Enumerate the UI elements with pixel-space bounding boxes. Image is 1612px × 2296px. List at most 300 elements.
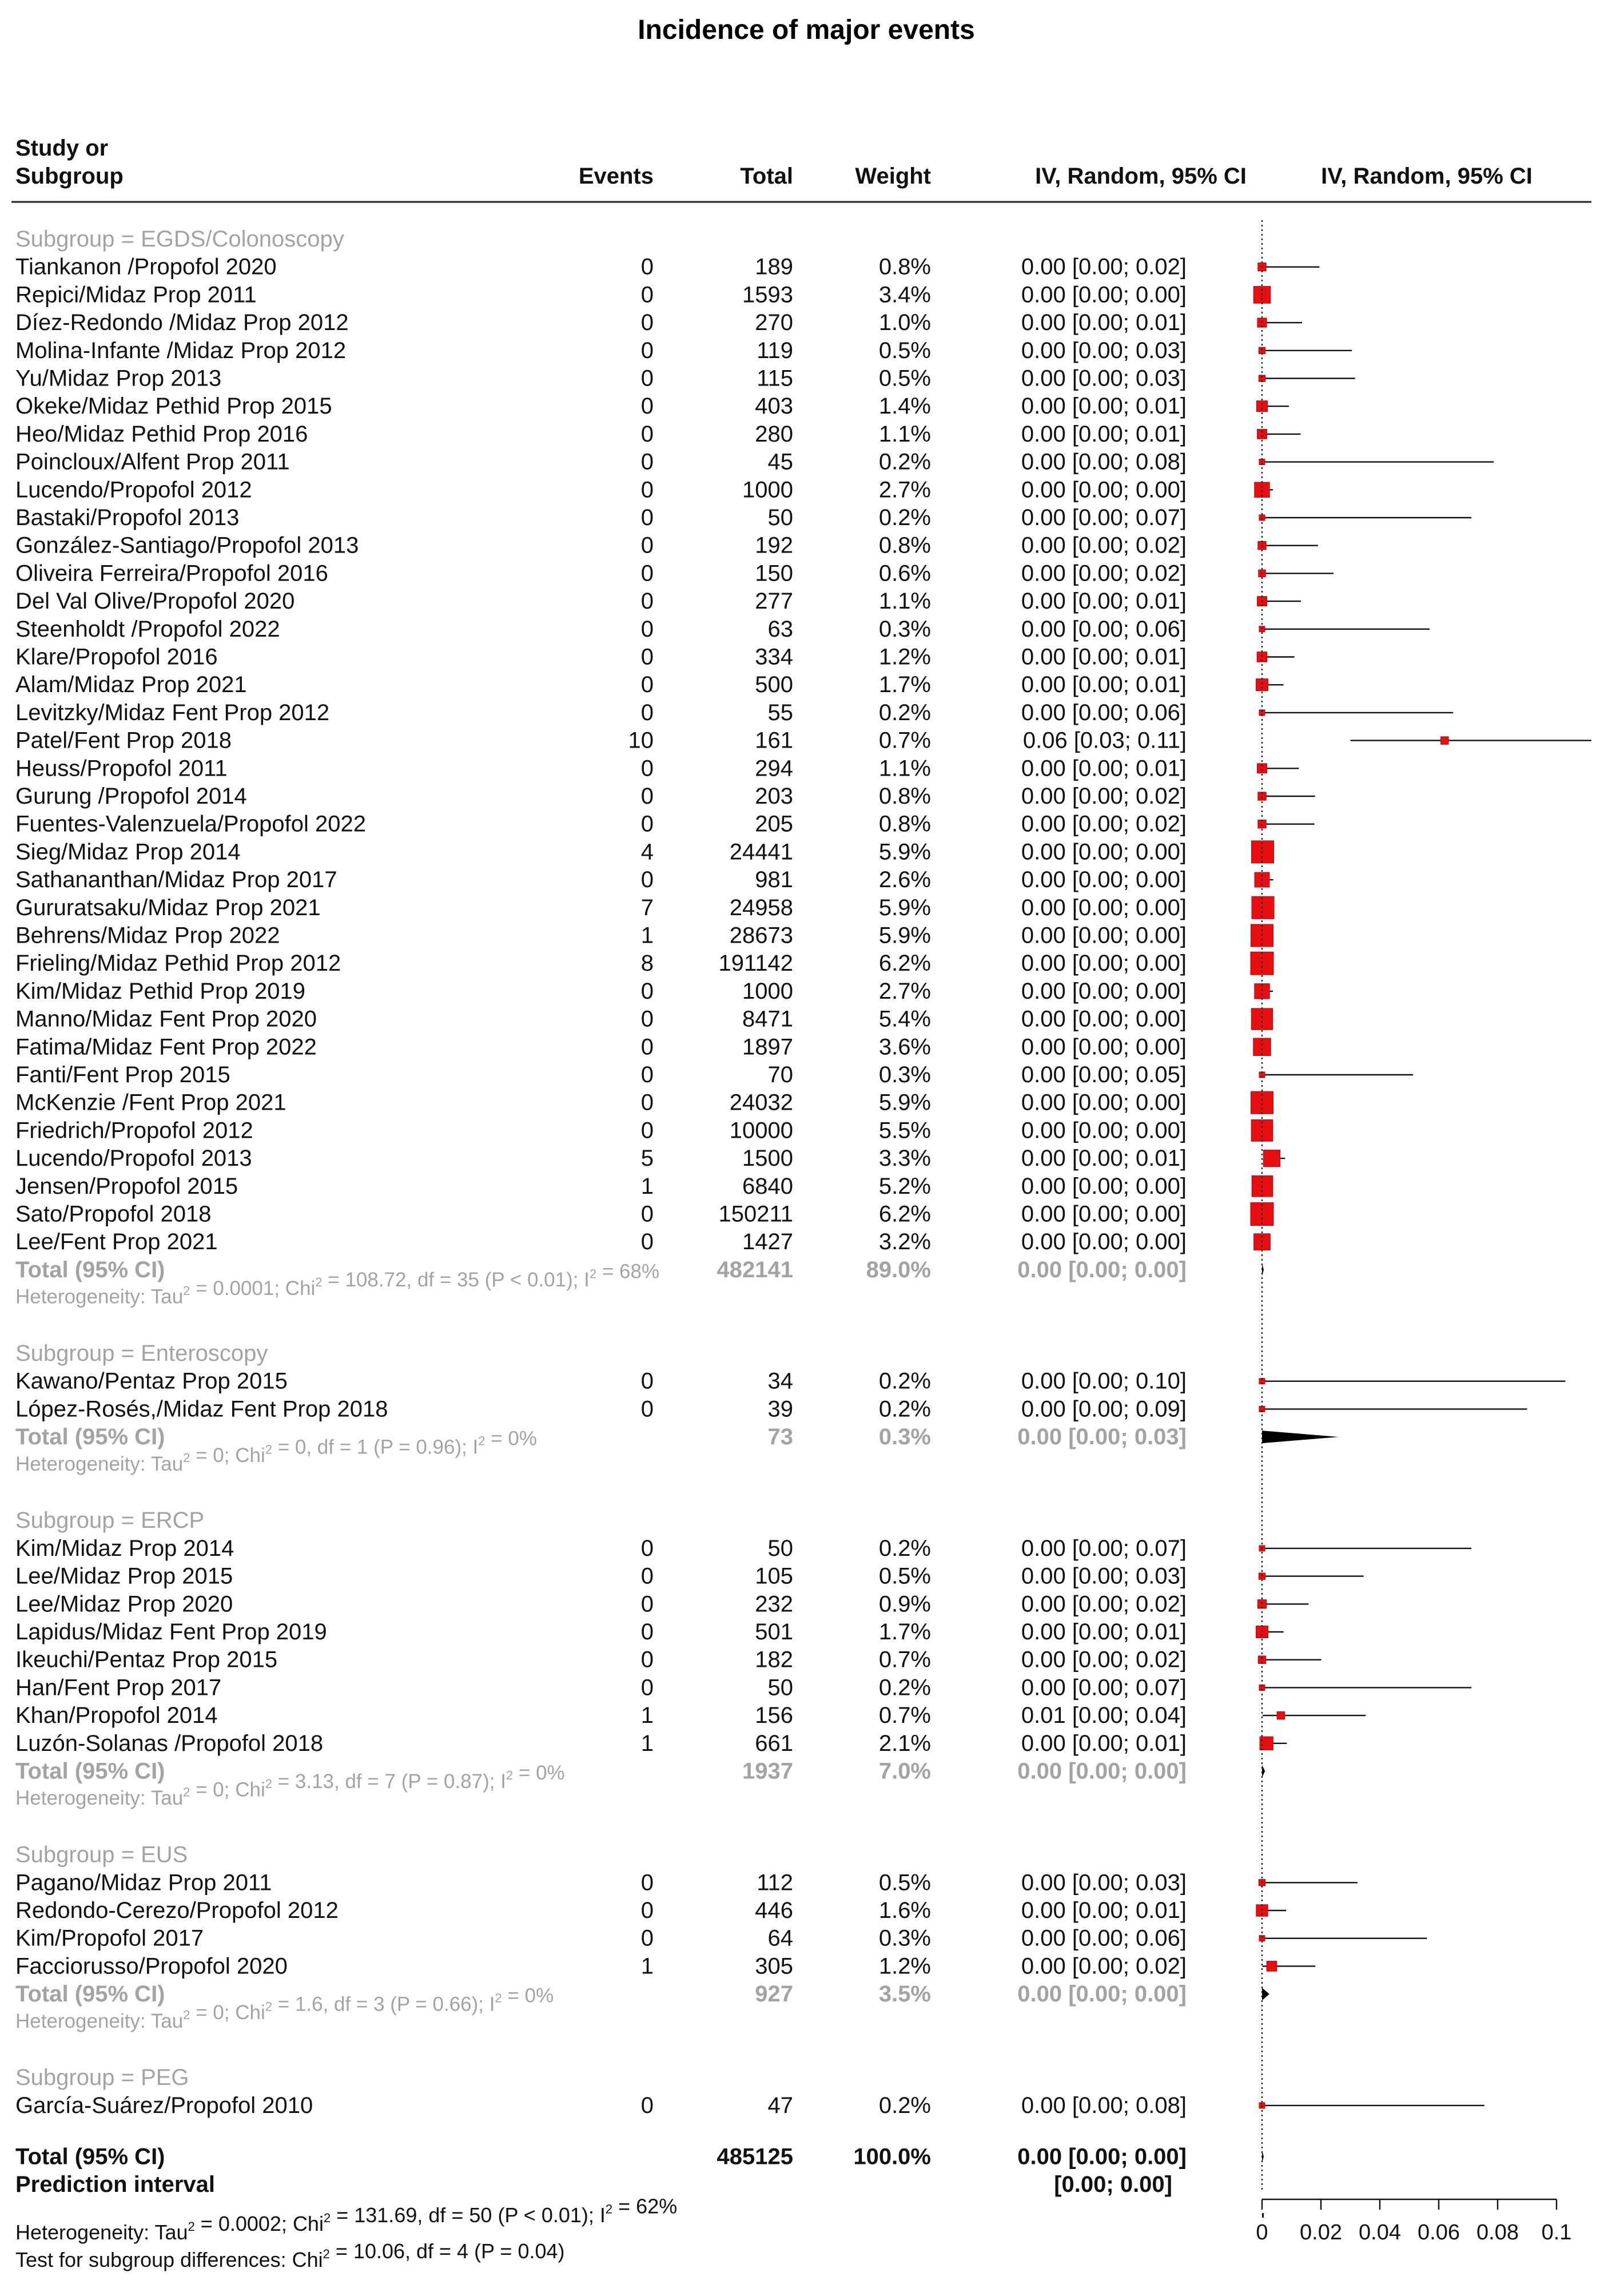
subgroup-heterogeneity: Heterogeneity: Tau$^2$ = 0.0001; Chi$^2$ = 108.72, df = 35 (P < 0.01); $I^2 = 68\%$ <box>15 1260 660 1308</box>
study-weight: 0.5% <box>878 1563 931 1589</box>
subgroup-diamond <box>1262 1431 1339 1443</box>
study-total: 112 <box>757 1870 793 1896</box>
study-weight: 2.7% <box>878 477 931 503</box>
study-weight: 2.7% <box>878 978 931 1004</box>
header-total: Total <box>740 164 793 189</box>
study-ci: 0.00 [0.00; 0.01] <box>1021 672 1187 698</box>
study-weight-box <box>1441 737 1448 744</box>
overall-total-label: Total (95% CI) <box>15 2144 165 2170</box>
prediction-ci: [0.00; 0.00] <box>1054 2172 1172 2197</box>
study-ci: 0.00 [0.00; 0.00] <box>1021 477 1187 503</box>
study-name: Okeke/Midaz Pethid Prop 2015 <box>15 394 332 419</box>
x-axis-tick-label: 0.1 <box>1541 2220 1572 2245</box>
subgroup-total-label: Total (95% CI) <box>15 1424 165 1450</box>
study-name: Levitzky/Midaz Fent Prop 2012 <box>15 700 330 725</box>
study-name: Díez-Redondo /Midaz Prop 2012 <box>15 310 349 336</box>
study-name: Steenholdt /Propofol 2022 <box>15 616 280 642</box>
study-name: Manno/Midaz Fent Prop 2020 <box>15 1006 317 1032</box>
study-events: 0 <box>640 700 654 725</box>
study-total: 34 <box>767 1368 793 1394</box>
prediction-bar <box>1262 2213 1264 2218</box>
study-ci: 0.00 [0.00; 0.01] <box>1021 756 1187 781</box>
study-weight: 5.9% <box>878 1090 931 1115</box>
study-ci: 0.00 [0.00; 0.01] <box>1021 421 1187 447</box>
study-ci: 0.00 [0.00; 0.01] <box>1021 310 1187 336</box>
study-ci: 0.00 [0.00; 0.02] <box>1021 1953 1187 1979</box>
prediction-label: Prediction interval <box>15 2172 215 2197</box>
study-events: 0 <box>640 310 654 336</box>
study-name: Lee/Fent Prop 2021 <box>15 1229 218 1255</box>
study-events: 0 <box>640 978 654 1004</box>
study-events: 0 <box>640 421 654 447</box>
study-ci: 0.00 [0.00; 0.00] <box>1021 1006 1187 1032</box>
header-plot: IV, Random, 95% CI <box>1321 164 1533 189</box>
study-ci: 0.00 [0.00; 0.01] <box>1021 1146 1187 1171</box>
study-name: Heuss/Propofol 2011 <box>15 756 228 781</box>
overall-total-n: 485125 <box>717 2144 793 2170</box>
study-weight: 0.8% <box>878 784 931 809</box>
study-total: 55 <box>767 700 793 725</box>
study-total: 50 <box>767 1535 793 1561</box>
study-name: Jensen/Propofol 2015 <box>15 1173 238 1199</box>
study-events: 0 <box>640 756 654 781</box>
study-total: 150 <box>755 561 793 586</box>
study-name: Lee/Midaz Prop 2015 <box>15 1563 233 1589</box>
study-weight: 1.2% <box>878 1953 931 1979</box>
study-ci: 0.00 [0.00; 0.06] <box>1021 700 1187 725</box>
study-ci: 0.00 [0.00; 0.02] <box>1021 784 1187 809</box>
study-weight: 0.2% <box>878 1368 931 1394</box>
study-total: 156 <box>755 1703 793 1729</box>
study-events: 0 <box>640 867 654 893</box>
study-weight: 0.7% <box>878 1647 931 1673</box>
header-ci-text: IV, Random, 95% CI <box>1035 164 1247 189</box>
study-weight: 1.2% <box>878 644 931 670</box>
study-events: 0 <box>640 1870 654 1896</box>
study-name: Gururatsaku/Midaz Prop 2021 <box>15 895 321 920</box>
study-total: 205 <box>755 811 793 837</box>
study-name: Alam/Midaz Prop 2021 <box>15 672 247 698</box>
study-events: 0 <box>640 2092 654 2118</box>
study-ci: 0.00 [0.00; 0.00] <box>1021 895 1187 920</box>
study-weight: 0.8% <box>878 533 931 558</box>
subgroup-total-label: Total (95% CI) <box>15 1257 165 1282</box>
study-ci: 0.00 [0.00; 0.00] <box>1021 839 1187 865</box>
study-weight: 0.3% <box>878 616 931 642</box>
study-total: 50 <box>767 1675 793 1701</box>
study-ci: 0.00 [0.00; 0.08] <box>1021 449 1187 475</box>
subgroup-heterogeneity: Heterogeneity: Tau$^2$ = 0; Chi$^2$ = 3.13, df = 7 (P = 0.87); $I^2 = 0\%$ <box>15 1762 565 1810</box>
study-events: 10 <box>628 728 654 753</box>
study-total: 119 <box>757 337 793 363</box>
study-total: 70 <box>767 1062 793 1087</box>
study-ci: 0.00 [0.00; 0.05] <box>1021 1062 1187 1087</box>
study-ci: 0.00 [0.00; 0.01] <box>1021 1898 1187 1923</box>
subgroup-heterogeneity: Heterogeneity: Tau$^2$ = 0; Chi$^2$ = 1.6, df = 3 (P = 0.66); $I^2 = 0\%$ <box>15 1984 554 2032</box>
study-total: 1000 <box>742 477 793 503</box>
study-ci: 0.00 [0.00; 0.00] <box>1021 1118 1187 1143</box>
study-weight-box <box>1252 896 1274 919</box>
study-weight-box <box>1259 347 1265 353</box>
study-name: McKenzie /Fent Prop 2021 <box>15 1090 286 1115</box>
study-weight: 0.5% <box>878 366 931 391</box>
study-events: 0 <box>640 1368 654 1394</box>
study-ci: 0.00 [0.00; 0.00] <box>1021 1034 1187 1060</box>
study-weight: 3.3% <box>878 1146 931 1171</box>
study-name: Fatima/Midaz Fent Prop 2022 <box>15 1034 317 1060</box>
study-weight: 1.1% <box>878 421 931 447</box>
study-weight: 1.1% <box>878 756 931 781</box>
chart-title: Incidence of major events <box>638 15 975 45</box>
study-events: 7 <box>640 895 654 920</box>
study-name: Lucendo/Propofol 2012 <box>15 477 252 503</box>
study-events: 0 <box>640 1675 654 1701</box>
study-weight: 0.3% <box>878 1925 931 1951</box>
study-weight: 3.6% <box>878 1034 931 1060</box>
subgroup-total-n: 1937 <box>742 1758 793 1784</box>
study-weight: 3.4% <box>878 282 931 308</box>
study-events: 0 <box>640 1229 654 1255</box>
study-weight: 5.9% <box>878 839 931 865</box>
study-weight: 0.2% <box>878 700 931 725</box>
study-total: 1427 <box>742 1229 793 1255</box>
study-events: 0 <box>640 477 654 503</box>
x-axis-tick-label: 0 <box>1256 2220 1268 2245</box>
study-total: 191142 <box>718 951 793 976</box>
subgroup-total-label: Total (95% CI) <box>15 1758 165 1784</box>
study-total: 305 <box>755 1953 793 1979</box>
study-name: González-Santiago/Propofol 2013 <box>15 533 359 558</box>
study-total: 24958 <box>729 895 793 920</box>
study-total: 47 <box>767 2092 793 2118</box>
study-total: 232 <box>755 1591 793 1617</box>
study-total: 105 <box>755 1563 793 1589</box>
study-ci: 0.00 [0.00; 0.03] <box>1021 366 1187 391</box>
study-weight: 5.2% <box>878 1173 931 1199</box>
study-events: 0 <box>640 561 654 586</box>
study-name: Kim/Midaz Pethid Prop 2019 <box>15 978 305 1004</box>
study-total: 39 <box>767 1396 793 1422</box>
study-weight: 0.9% <box>878 1591 931 1617</box>
study-ci: 0.00 [0.00; 0.00] <box>1021 923 1187 948</box>
study-events: 0 <box>640 1396 654 1422</box>
study-events: 8 <box>640 951 654 976</box>
study-total: 64 <box>767 1925 793 1951</box>
study-events: 0 <box>640 1535 654 1561</box>
study-ci: 0.00 [0.00; 0.01] <box>1021 644 1187 670</box>
subgroup-total-weight: 7.0% <box>878 1758 931 1784</box>
study-total: 294 <box>755 756 793 781</box>
study-total: 981 <box>755 867 793 893</box>
study-weight: 6.2% <box>878 1201 931 1227</box>
study-name: López-Rosés,/Midaz Fent Prop 2018 <box>15 1396 388 1422</box>
study-events: 1 <box>640 1173 654 1199</box>
study-total: 115 <box>757 366 793 391</box>
subgroup-heterogeneity: Heterogeneity: Tau$^2$ = 0; Chi$^2$ = 0, df = 1 (P = 0.96); $I^2 = 0\%$ <box>15 1427 538 1475</box>
study-name: Fuentes-Valenzuela/Propofol 2022 <box>15 811 367 837</box>
study-weight: 1.7% <box>878 1619 931 1644</box>
study-total: 161 <box>755 728 793 753</box>
study-ci: 0.00 [0.00; 0.03] <box>1021 1563 1187 1589</box>
x-axis-tick-label: 0.04 <box>1359 2220 1401 2245</box>
header-events: Events <box>578 164 654 189</box>
study-weight-box <box>1256 1626 1268 1638</box>
study-name: Oliveira Ferreira/Propofol 2016 <box>15 561 328 586</box>
study-ci: 0.00 [0.00; 0.02] <box>1021 561 1187 586</box>
study-total: 280 <box>755 421 793 447</box>
subgroup-label: Subgroup = EGDS/Colonoscopy <box>15 227 344 252</box>
study-ci: 0.00 [0.00; 0.07] <box>1021 1535 1187 1561</box>
study-weight: 0.2% <box>878 505 931 530</box>
study-name: Repici/Midaz Prop 2011 <box>15 282 257 308</box>
study-total: 28673 <box>729 923 793 948</box>
study-name: Ikeuchi/Pentaz Prop 2015 <box>15 1647 278 1673</box>
study-total: 24032 <box>729 1090 793 1115</box>
study-events: 0 <box>640 1647 654 1673</box>
study-ci: 0.00 [0.00; 0.06] <box>1021 616 1187 642</box>
study-ci: 0.00 [0.00; 0.02] <box>1021 1647 1187 1673</box>
study-ci: 0.00 [0.00; 0.02] <box>1021 533 1187 558</box>
study-name: Poincloux/Alfent Prop 2011 <box>15 449 290 475</box>
study-weight: 0.2% <box>878 1675 931 1701</box>
study-name: Friedrich/Propofol 2012 <box>15 1118 253 1143</box>
study-weight: 5.9% <box>878 895 931 920</box>
study-ci: 0.06 [0.03; 0.11] <box>1022 728 1187 753</box>
footnote-heterogeneity: Heterogeneity: Tau$^2$ = 0.0002; Chi$^2$ = 131.69, df = 50 (P < 0.01); $I^2 = 62\%$ <box>15 2194 678 2244</box>
study-total: 1897 <box>742 1034 793 1060</box>
study-name: Han/Fent Prop 2017 <box>15 1675 222 1701</box>
study-name: Sato/Propofol 2018 <box>15 1201 212 1227</box>
study-weight: 2.1% <box>878 1730 931 1756</box>
study-weight: 0.6% <box>878 561 931 586</box>
study-weight: 1.0% <box>878 310 931 336</box>
study-ci: 0.00 [0.00; 0.08] <box>1021 2092 1187 2118</box>
study-ci: 0.00 [0.00; 0.03] <box>1021 1870 1187 1896</box>
study-total: 150211 <box>718 1201 793 1227</box>
study-weight: 0.7% <box>878 728 931 753</box>
overall-total-ci: 0.00 [0.00; 0.00] <box>1017 2144 1187 2170</box>
study-name: García-Suárez/Propofol 2010 <box>15 2092 313 2118</box>
study-events: 0 <box>640 1925 654 1951</box>
subgroup-total-ci: 0.00 [0.00; 0.00] <box>1017 1257 1187 1282</box>
study-total: 45 <box>767 449 793 475</box>
study-ci: 0.00 [0.00; 0.01] <box>1021 1730 1187 1756</box>
study-ci: 0.00 [0.00; 0.00] <box>1021 282 1187 308</box>
subgroup-total-weight: 0.3% <box>878 1424 931 1450</box>
study-name: Fanti/Fent Prop 2015 <box>15 1062 230 1087</box>
study-ci: 0.00 [0.00; 0.02] <box>1021 811 1187 837</box>
study-name: Sieg/Midaz Prop 2014 <box>15 839 241 865</box>
study-weight: 5.5% <box>878 1118 931 1143</box>
study-ci: 0.01 [0.00; 0.04] <box>1021 1703 1187 1729</box>
study-total: 277 <box>755 589 793 614</box>
study-events: 0 <box>640 505 654 530</box>
study-weight-box <box>1277 1711 1284 1719</box>
study-events: 0 <box>640 449 654 475</box>
study-weight-box <box>1267 1961 1277 1972</box>
study-ci: 0.00 [0.00; 0.00] <box>1021 951 1187 976</box>
study-weight: 1.7% <box>878 672 931 698</box>
study-name: Kawano/Pentaz Prop 2015 <box>15 1368 288 1394</box>
study-name: Patel/Fent Prop 2018 <box>15 728 232 753</box>
study-weight: 0.2% <box>878 1396 931 1422</box>
x-axis-tick-label: 0.08 <box>1476 2220 1519 2245</box>
study-name: Del Val Olive/Propofol 2020 <box>15 589 295 614</box>
study-weight: 0.3% <box>878 1062 931 1087</box>
study-total: 501 <box>755 1619 793 1644</box>
study-name: Molina-Infante /Midaz Prop 2012 <box>15 337 347 363</box>
study-total: 10000 <box>729 1118 793 1143</box>
study-weight: 6.2% <box>878 951 931 976</box>
study-name: Luzón-Solanas /Propofol 2018 <box>15 1730 324 1756</box>
study-ci: 0.00 [0.00; 0.01] <box>1021 394 1187 419</box>
study-ci: 0.00 [0.00; 0.09] <box>1021 1396 1187 1422</box>
x-axis-tick-label: 0.02 <box>1300 2220 1342 2245</box>
study-name: Facciorusso/Propofol 2020 <box>15 1953 288 1979</box>
subgroup-label: Subgroup = PEG <box>15 2065 189 2091</box>
study-weight: 0.2% <box>878 449 931 475</box>
study-name: Lucendo/Propofol 2013 <box>15 1146 252 1171</box>
study-name: Lapidus/Midaz Fent Prop 2019 <box>15 1619 327 1644</box>
subgroup-label: Subgroup = EUS <box>15 1842 188 1868</box>
study-events: 0 <box>640 394 654 419</box>
study-weight-box <box>1260 1737 1273 1750</box>
study-total: 189 <box>755 254 793 280</box>
study-name: Gurung /Propofol 2014 <box>15 784 247 809</box>
x-axis-tick-label: 0.06 <box>1418 2220 1460 2245</box>
study-name: Kim/Midaz Prop 2014 <box>15 1535 234 1561</box>
study-weight: 0.7% <box>878 1703 931 1729</box>
study-ci: 0.00 [0.00; 0.00] <box>1021 867 1187 893</box>
study-ci: 0.00 [0.00; 0.07] <box>1021 1675 1187 1701</box>
study-ci: 0.00 [0.00; 0.06] <box>1021 1925 1187 1951</box>
study-events: 0 <box>640 589 654 614</box>
study-weight: 5.4% <box>878 1006 931 1032</box>
study-events: 0 <box>640 533 654 558</box>
study-name: Behrens/Midaz Prop 2022 <box>15 923 280 948</box>
header-study-line2: Subgroup <box>15 164 124 189</box>
study-events: 0 <box>640 1201 654 1227</box>
study-events: 0 <box>640 616 654 642</box>
study-events: 0 <box>640 644 654 670</box>
study-events: 0 <box>640 1034 654 1060</box>
study-total: 8471 <box>742 1006 793 1032</box>
subgroup-total-n: 482141 <box>717 1257 793 1282</box>
study-total: 446 <box>755 1898 793 1923</box>
study-events: 5 <box>640 1146 654 1171</box>
study-events: 0 <box>640 1062 654 1087</box>
study-weight: 0.5% <box>878 1870 931 1896</box>
study-ci: 0.00 [0.00; 0.00] <box>1021 1229 1187 1255</box>
subgroup-label: Subgroup = Enteroscopy <box>15 1341 268 1366</box>
subgroup-total-ci: 0.00 [0.00; 0.03] <box>1017 1424 1187 1450</box>
study-name: Redondo-Cerezo/Propofol 2012 <box>15 1898 339 1923</box>
study-name: Yu/Midaz Prop 2013 <box>15 366 222 391</box>
study-events: 0 <box>640 1006 654 1032</box>
study-weight: 0.5% <box>878 337 931 363</box>
subgroup-total-weight: 3.5% <box>878 1981 931 2007</box>
study-total: 1500 <box>742 1146 793 1171</box>
study-ci: 0.00 [0.00; 0.02] <box>1021 254 1187 280</box>
study-total: 1000 <box>742 978 793 1004</box>
study-total: 63 <box>767 616 793 642</box>
study-name: Tiankanon /Propofol 2020 <box>15 254 277 280</box>
subgroup-total-n: 927 <box>755 1981 793 2007</box>
study-weight: 3.2% <box>878 1229 931 1255</box>
study-events: 0 <box>640 337 654 363</box>
study-events: 0 <box>640 811 654 837</box>
subgroup-diamond <box>1262 1765 1265 1778</box>
subgroup-diamond <box>1262 1988 1269 2000</box>
study-weight-box <box>1256 401 1267 412</box>
study-name: Frieling/Midaz Pethid Prop 2012 <box>15 951 341 976</box>
study-ci: 0.00 [0.00; 0.03] <box>1021 337 1187 363</box>
study-total: 270 <box>755 310 793 336</box>
study-events: 0 <box>640 1619 654 1644</box>
study-ci: 0.00 [0.00; 0.00] <box>1021 978 1187 1004</box>
study-events: 0 <box>640 672 654 698</box>
study-name: Bastaki/Propofol 2013 <box>15 505 240 530</box>
study-events: 1 <box>640 1953 654 1979</box>
subgroup-total-weight: 89.0% <box>866 1257 931 1282</box>
study-events: 0 <box>640 1090 654 1115</box>
study-weight: 0.8% <box>878 254 931 280</box>
study-ci: 0.00 [0.00; 0.00] <box>1021 1173 1187 1199</box>
subgroup-total-n: 73 <box>767 1424 793 1450</box>
study-events: 0 <box>640 254 654 280</box>
study-ci: 0.00 [0.00; 0.00] <box>1021 1201 1187 1227</box>
study-events: 1 <box>640 1730 654 1756</box>
study-weight: 0.8% <box>878 811 931 837</box>
subgroup-total-label: Total (95% CI) <box>15 1981 165 2007</box>
study-name: Kim/Propofol 2017 <box>15 1925 204 1951</box>
study-ci: 0.00 [0.00; 0.10] <box>1021 1368 1187 1394</box>
study-ci: 0.00 [0.00; 0.07] <box>1021 505 1187 530</box>
study-weight-box <box>1259 2103 1265 2108</box>
header-weight: Weight <box>855 164 931 189</box>
study-events: 0 <box>640 1898 654 1923</box>
study-events: 1 <box>640 1703 654 1729</box>
study-ci: 0.00 [0.00; 0.01] <box>1021 1619 1187 1644</box>
overall-total-weight: 100.0% <box>853 2144 931 2170</box>
footnote-subgroup-test: Test for subgroup differences: Chi$^2$ = 10.06, df = 4 (P = 0.04) <box>15 2239 565 2271</box>
study-events: 0 <box>640 366 654 391</box>
study-ci: 0.00 [0.00; 0.02] <box>1021 1591 1187 1617</box>
study-events: 1 <box>640 923 654 948</box>
study-total: 182 <box>755 1647 793 1673</box>
study-events: 0 <box>640 1118 654 1143</box>
study-total: 403 <box>755 394 793 419</box>
study-total: 500 <box>755 672 793 698</box>
study-name: Khan/Propofol 2014 <box>15 1703 218 1729</box>
study-ci: 0.00 [0.00; 0.00] <box>1021 1090 1187 1115</box>
subgroup-label: Subgroup = ERCP <box>15 1508 205 1534</box>
study-total: 661 <box>755 1730 793 1756</box>
study-weight: 1.4% <box>878 394 931 419</box>
study-name: Lee/Midaz Prop 2020 <box>15 1591 233 1617</box>
study-total: 6840 <box>742 1173 793 1199</box>
study-total: 1593 <box>742 282 793 308</box>
study-weight: 5.9% <box>878 923 931 948</box>
study-weight: 0.2% <box>878 1535 931 1561</box>
study-events: 0 <box>640 1591 654 1617</box>
study-events: 4 <box>640 839 654 865</box>
study-events: 0 <box>640 1563 654 1589</box>
study-name: Heo/Midaz Pethid Prop 2016 <box>15 421 308 447</box>
study-weight-box <box>1263 1150 1280 1167</box>
study-weight: 1.6% <box>878 1898 931 1923</box>
study-events: 0 <box>640 282 654 308</box>
